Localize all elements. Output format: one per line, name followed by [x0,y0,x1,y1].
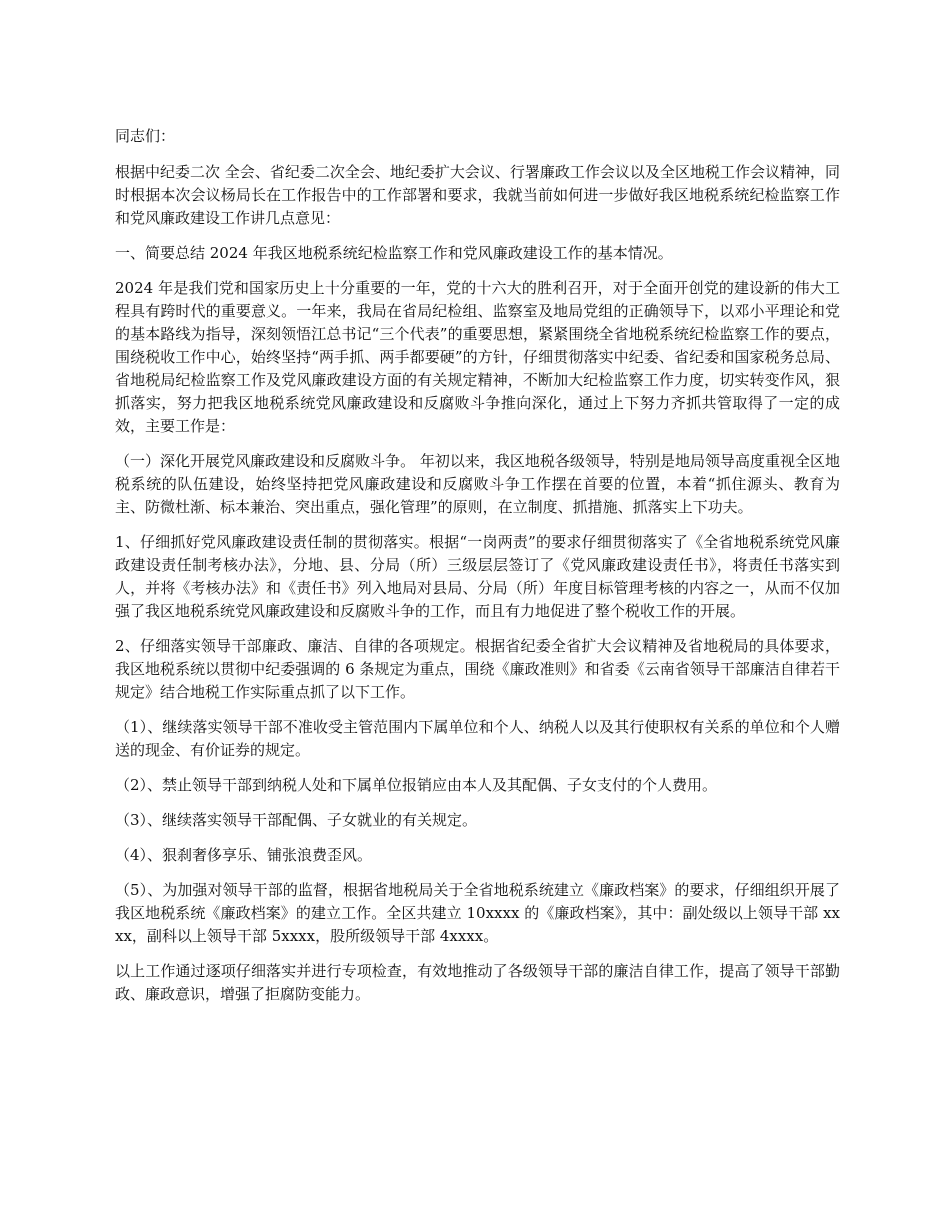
sub-item-1: （1）、继续落实领导干部不准收受主管范围内下属单位和个人、纳税人以及其行使职权有关系的单位和个人赠送的现金、有价证券的规定。 [115,718,840,759]
sub-item-3: （3）、继续落实领导干部配偶、子女就业的有关规定。 [115,811,478,829]
sub-item-4: （4）、狠刹奢侈享乐、铺张浪费歪风。 [115,846,373,864]
intro-paragraph: 根据中纪委二次 全会、省纪委二次全会、地纪委扩大会议、行署廉政工作会议以及全区地税工作会议精神，同时根据本次会议杨局长在工作报告中的工作部署和要求，我就当前如何进一步做好我区地税系统纪检监察工作和党风廉政建设工作讲几点意见： [115,163,840,227]
closing-paragraph: 以上工作通过逐项仔细落实并进行专项检查，有效地推动了各级领导干部的廉洁自律工作，提高了领导干部勤政、廉政意识，增强了拒腐防变能力。 [115,962,840,1003]
sub-item-5: （5）、为加强对领导干部的监督，根据省地税局关于全省地税系统建立《廉政档案》的要求，仔细组织开展了我区地税系统《廉政档案》的建立工作。全区共建立 10xxxx 的《廉政档案》，其中：副处级以上领导干部 xxxx，副科以上领导干部 5xxxx，股所级领导干部 4xxxx。 [115,881,840,945]
body-paragraph-overview: 2024 年是我们党和国家历史上十分重要的一年，党的十六大的胜利召开，对于全面开创党的建设新的伟大工程具有跨时代的重要意义。一年来，我局在省局纪检组、监察室及地局党组的正确领导下，以邓小平理论和党的基本路线为指导，深刻领悟江总书记“三个代表”的重要思想，紧紧围绕全省地税系统纪检监察工作的要点，围绕税收工作中心，始终坚持“两手抓、两手都要硬”的方针，仔细贯彻落实中纪委、省纪委和国家税务总局、省地税局纪检监察工作及党风廉政建设方面的有关规定精神，不断加大纪检监察工作力度，切实转变作风，狠抓落实，努力把我区地税系统党风廉政建设和反腐败斗争推向深化，通过上下努力齐抓共管取得了一定的成效，主要工作是： [115,279,840,435]
section-heading-1: 一、简要总结 2024 年我区地税系统纪检监察工作和党风廉政建设工作的基本情况。 [115,244,673,262]
greeting: 同志们： [115,127,176,145]
item-1: 1、仔细抓好党风廉政建设责任制的贯彻落实。根据“一岗两责”的要求仔细贯彻落实了《全省地税系统党风廉政建设责任制考核办法》，分地、县、分局（所）三级层层签订了《党风廉政建设责任书》，将责任书落实到人，并将《考核办法》和《责任书》列入地局对县局、分局（所）年度目标管理考核的内容之一，从而不仅加强了我区地税系统党风廉政建设和反腐败斗争的工作，而且有力地促进了整个税收工作的开展。 [115,533,840,620]
document-page [115,125,840,1018]
item-2: 2、仔细落实领导干部廉政、廉洁、自律的各项规定。根据省纪委全省扩大会议精神及省地税局的具体要求，我区地税系统以贯彻中纪委强调的 6 条规定为重点，围绕《廉政准则》和省委《云南省领导干部廉洁自律若干规定》结合地税工作实际重点抓了以下工作。 [115,637,840,701]
sub-item-2: （2）、禁止领导干部到纳税人处和下属单位报销应由本人及其配偶、子女支付的个人费用。 [115,776,718,794]
subsection-1: （一）深化开展党风廉政建设和反腐败斗争。 年初以来，我区地税各级领导，特别是地局领导高度重视全区地税系统的队伍建设，始终坚持把党风廉政建设和反腐败斗争工作摆在首要的位置，本着“抓住源头、教育为主、防微杜渐、标本兼治、突出重点，强化管理”的原则，在立制度、抓措施、抓落实上下功夫。 [115,452,840,516]
